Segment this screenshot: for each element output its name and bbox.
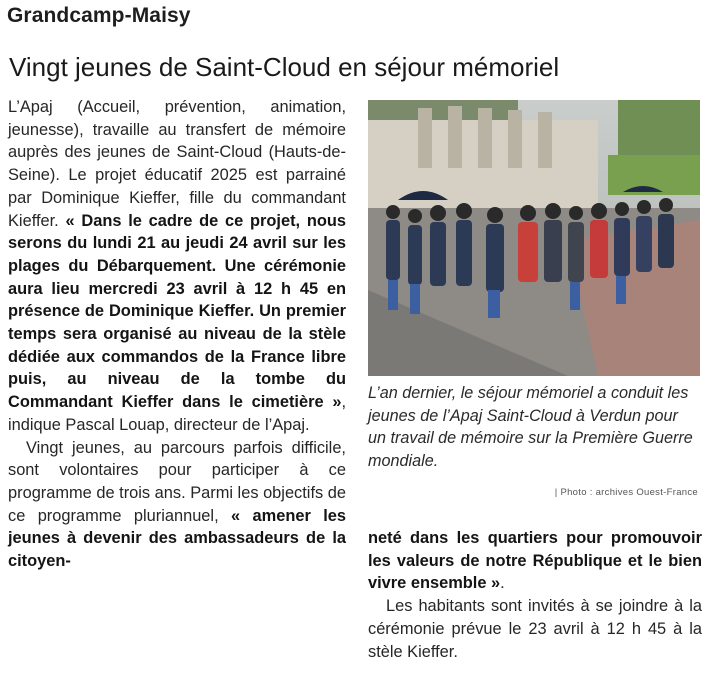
photo-caption [368, 382, 700, 472]
paragraph-1-intro: L’Apaj (Accueil, prévention, animation, jeunesse), travaille au transfert de mémoire auprès des jeunes de Saint-Cloud (Hauts-de-Seine). Le projet éducatif 2025 est parrainé par Dominique Kieffer, fille du commandant Kieffer. [8, 98, 346, 230]
article-column-left [8, 96, 346, 573]
paragraph-2 [8, 437, 346, 573]
paragraph-1-attribution: , indique Pascal Louap, directeur de l’Apaj. [8, 393, 346, 434]
paragraph-2-continued [368, 527, 702, 595]
paragraph-1-quote: « Dans le cadre de ce projet, nous serons du lundi 21 au jeudi 24 avril sur les plages du Débarquement. Une cérémonie aura lieu mercredi 23 avril à 12 h 45 en présence de Dominique Kieffer. Un premier temps sera organisé au niveau de la stèle dédiée aux commandos de la France libre puis, au niveau de la tombe du Commandant Kieffer dans le cimetière » [8, 211, 346, 412]
paragraph-2-intro: Vingt jeunes, au parcours parfois difficile, sont volontaires pour participer à ce programme de trois ans. Parmi les objectifs de ce programme pluriannuel, [8, 438, 346, 525]
article-kicker: Grandcamp-Maisy [7, 4, 191, 27]
photo-credit: | Photo : archives Ouest-France [554, 487, 698, 498]
photo-memorial-group-illustration [368, 100, 700, 376]
paragraph-1 [8, 96, 346, 437]
article-column-right [368, 527, 702, 663]
paragraph-3: Les habitants sont invités à se joindre à la cérémonie prévue le 23 avril à 12 h 45 à la stèle Kieffer. [368, 597, 702, 661]
photo-caption-text: L’an dernier, le séjour mémoriel a conduit les jeunes de l’Apaj Saint-Cloud à Verdun pour un travail de mémoire sur la Première Guerre mondiale. [368, 384, 693, 470]
article-headline: Vingt jeunes de Saint-Cloud en séjour mémoriel [9, 52, 560, 82]
paragraph-2-quote-end: neté dans les quartiers pour promouvoir les valeurs de notre République et le bien vivre ensemble » [368, 529, 702, 593]
paragraph-2-period: . [500, 574, 505, 593]
article-photo [368, 100, 700, 376]
paragraph-2-quote-start: « amener les jeunes à devenir des ambassadeurs de la citoyen- [8, 506, 346, 571]
